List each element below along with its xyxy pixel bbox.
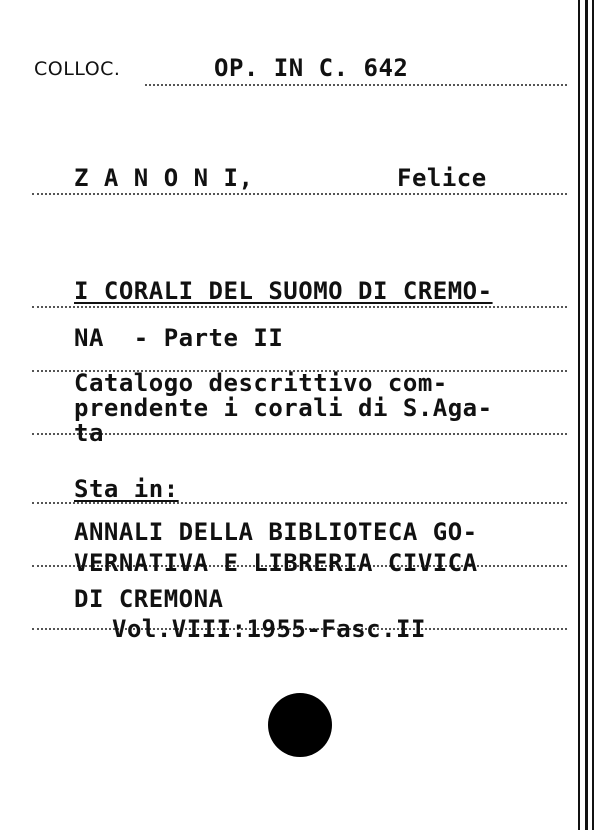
source-line: Vol.VIII:1955-Fasc.II bbox=[112, 615, 426, 643]
author-surname: Z A N O N I, bbox=[74, 164, 254, 192]
description-line: Catalogo descrittivo com- bbox=[74, 369, 448, 397]
punch-hole bbox=[268, 693, 332, 757]
source-line: ANNALI DELLA BIBLIOTECA GO- bbox=[74, 518, 478, 546]
source-line: DI CREMONA bbox=[74, 585, 224, 613]
author-firstname: Felice bbox=[397, 164, 487, 192]
sta-in-label: Sta in: bbox=[74, 475, 179, 503]
ruled-line bbox=[32, 433, 567, 435]
card-border-line bbox=[592, 0, 594, 830]
collocation-value: OP. IN C. 642 bbox=[214, 54, 409, 82]
title-line: NA - Parte II bbox=[74, 324, 284, 352]
ruled-line bbox=[32, 306, 567, 308]
collocation-label: COLLOC. bbox=[34, 58, 121, 80]
title-line: I CORALI DEL SUOMO DI CREMO- bbox=[74, 277, 493, 305]
card-border-line bbox=[585, 0, 588, 830]
ruled-line bbox=[145, 84, 567, 86]
ruled-line bbox=[32, 193, 567, 195]
card-border-line bbox=[578, 0, 580, 830]
description-line: ta bbox=[74, 419, 104, 447]
source-line: VERNATIVA E LIBRERIA CIVICA bbox=[74, 549, 478, 577]
description-line: prendente i corali di S.Aga- bbox=[74, 394, 493, 422]
